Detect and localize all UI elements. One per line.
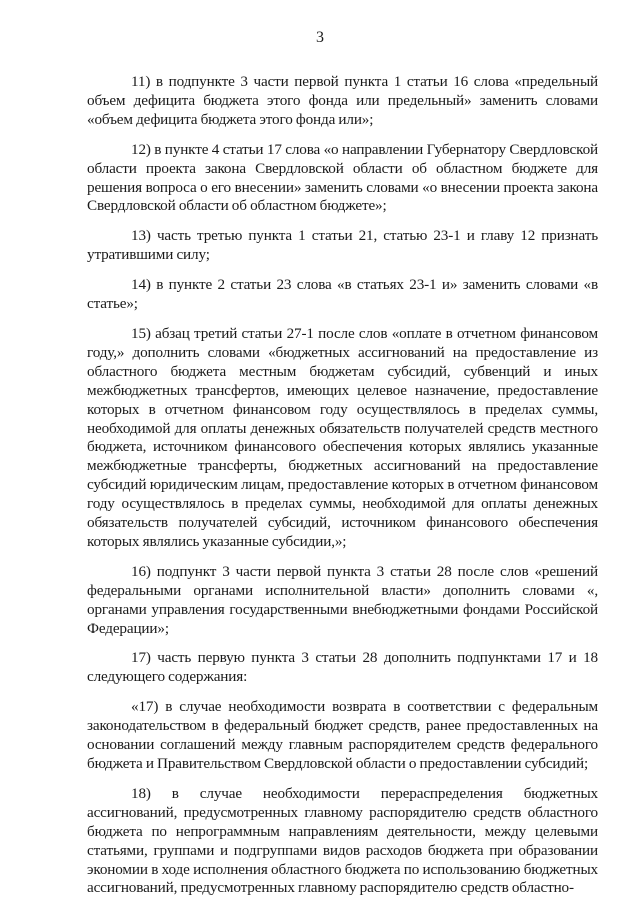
document-body	[87, 73, 598, 909]
paragraph-item-16: 16) подпункт 3 части первой пункта 3 статьи 28 после слов «решений федеральными органами исполнительной власти» дополнить словами «, органами управления государственными внебюджетными фондами Российской Федерации»;	[87, 562, 598, 637]
paragraph-item-13: 13) часть третью пункта 1 статьи 21, статью 23-1 и главу 12 признать утратившими силу;	[87, 227, 598, 264]
paragraph-item-12: 12) в пункте 4 статьи 17 слова «о направлении Губернатору Свердловской области проекта закона Свердловской области об областном бюджете для решения вопроса о его внесении» заменить словами «о внесении проекта закона Свердловской области об областном бюджете»;	[87, 140, 598, 215]
paragraph-item-11: 11) в подпункте 3 части первой пункта 1 статьи 16 слова «предельный объем дефицита бюджета этого фонда или предельный» заменить словами «объем дефицита бюджета этого фонда или»;	[87, 73, 598, 128]
paragraph-item-15: 15) абзац третий статьи 27-1 после слов «оплате в отчетном финансовом году,» дополнить словами «бюджетных ассигнований на предоставление из областного бюджета местным бюджетам субсидий, субвенций и иных межбюджетных трансфертов, имеющих целевое назначение, предоставление которых в отчетном финансовом году осуществлялось в пределах суммы, необходимой для оплаты денежных обязательств получателей средств местного бюджета, источником финансового обеспечения которых являлись указанные межбюджетные трансферты, бюджетных ассигнований на предоставление субсидий юридическим лицам, предоставление которых в отчетном финансовом году осуществлялось в пределах суммы, необходимой для оплаты денежных обязательств получателей субсидий, источником финансового обеспечения которых являлись указанные субсидии,»;	[87, 324, 598, 550]
page-number: 3	[316, 29, 324, 46]
quoted-subparagraph-17: «17) в случае необходимости возврата в соответствии с федеральным законодательством в федеральный бюджет средств, ранее предоставленных на основании соглашений между главным распорядителем средств федерального бюджета и Правительством Свердловской области о предоставлении субсидий;	[87, 698, 598, 772]
quoted-subparagraph-18: 18) в случае необходимости перераспределения бюджетных ассигнований, предусмотренных главному распорядителю средств областного бюджета по непрограммным направлениям деятельности, между целевыми статьями, группами и подгруппами видов расходов бюджета при образовании экономии в ходе исполнения областного бюджета по использованию бюджетных ассигнований, предусмотренных главному распорядителю средств областно-	[87, 784, 598, 897]
paragraph-item-17: 17) часть первую пункта 3 статьи 28 дополнить подпунктами 17 и 18 следующего содержания:	[87, 649, 598, 686]
paragraph-item-14: 14) в пункте 2 статьи 23 слова «в статьях 23-1 и» заменить словами «в статье»;	[87, 276, 598, 313]
